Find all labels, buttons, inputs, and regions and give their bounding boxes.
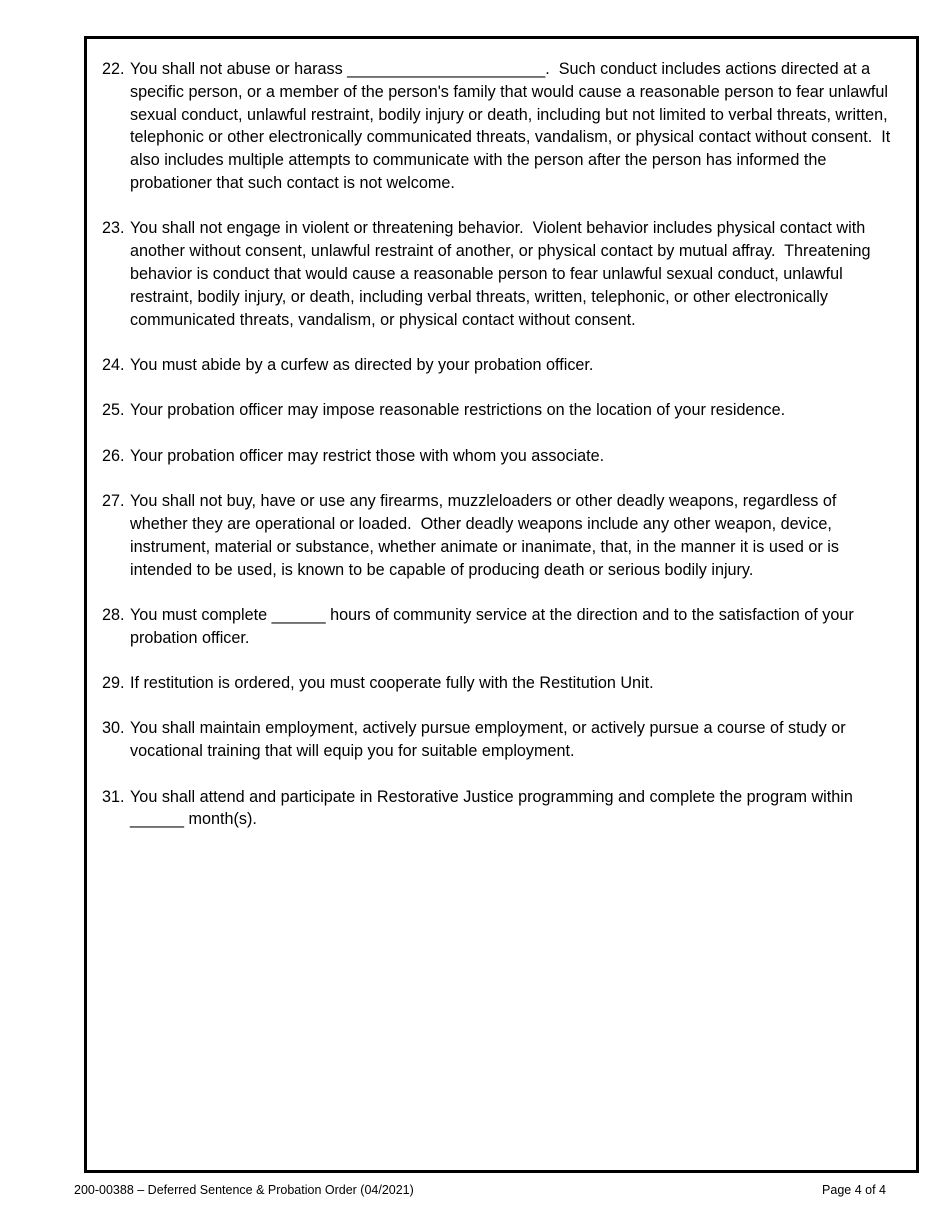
condition-26 (102, 445, 892, 468)
condition-text: You shall not abuse or harass ______________________. Such conduct includes actions directed at a specific person, or a member of the person's family that would cause a reasonable person to fear unlawful sexual conduct, unlawful restraint, bodily injury or death, including but not limited to verbal threats, written, telephonic or other electronically communicated threats, vandalism, or physical contact without consent. It also includes multiple attempts to communicate with the person after the person has informed the probationer that such contact is not welcome. (130, 60, 895, 192)
condition-27 (102, 490, 892, 581)
condition-number: 25. (102, 401, 125, 420)
condition-number: 22. (102, 60, 125, 78)
condition-text: Your probation officer may restrict those with whom you associate. (130, 446, 605, 465)
condition-number: 26. (102, 446, 125, 465)
condition-number: 23. (102, 219, 125, 238)
condition-text: You shall not engage in violent or threatening behavior. Violent behavior includes physical contact with another without consent, unlawful restraint of another, or physical contact by mutual affray. Threatening behavior is conduct that would cause a reasonable person to fear unlawful sexual conduct, unlawful restraint, bodily injury, or death, including verbal threats, written, telephonic, or other electronically communicated threats, vandalism, or physical contact without consent. (130, 219, 876, 329)
condition-text: You must complete ______ hours of community service at the direction and to the satisfaction of your probation officer. (130, 605, 859, 647)
condition-text: Your probation officer may impose reasonable restrictions on the location of your residence. (130, 401, 786, 420)
condition-29 (102, 672, 892, 695)
condition-23 (102, 217, 892, 331)
condition-number: 28. (102, 605, 125, 624)
condition-text: You shall not buy, have or use any firearms, muzzleloaders or other deadly weapons, regardless of whether they are operational or loaded. Other deadly weapons include any other weapon, device, instrument, material or substance, whether animate or inanimate, that, in the manner it is used or is intended to be used, is known to be capable of producing death or serious bodily injury. (130, 492, 844, 579)
condition-25 (102, 399, 892, 422)
condition-text: You shall maintain employment, actively pursue employment, or actively pursue a course of study or vocational training that will equip you for suitable employment. (130, 719, 851, 761)
condition-text: If restitution is ordered, you must cooperate fully with the Restitution Unit. (130, 674, 654, 693)
form-id: 200-00388 – Deferred Sentence & Probation Order (04/2021) (74, 1183, 414, 1197)
condition-31 (102, 786, 892, 832)
page-footer (74, 1182, 886, 1198)
condition-number: 31. (102, 787, 125, 806)
condition-number: 29. (102, 674, 125, 693)
condition-number: 27. (102, 492, 125, 511)
condition-30 (102, 717, 892, 763)
condition-22 (102, 58, 895, 195)
condition-text: You must abide by a curfew as directed by your probation officer. (130, 355, 594, 374)
condition-28 (102, 604, 892, 650)
condition-text: You shall attend and participate in Restorative Justice programming and complete the program within ______ month(s). (130, 787, 858, 829)
condition-24 (102, 354, 892, 377)
condition-number: 24. (102, 355, 125, 374)
conditions-list (102, 58, 895, 854)
page-number: Page 4 of 4 (822, 1183, 886, 1197)
condition-number: 30. (102, 719, 125, 738)
